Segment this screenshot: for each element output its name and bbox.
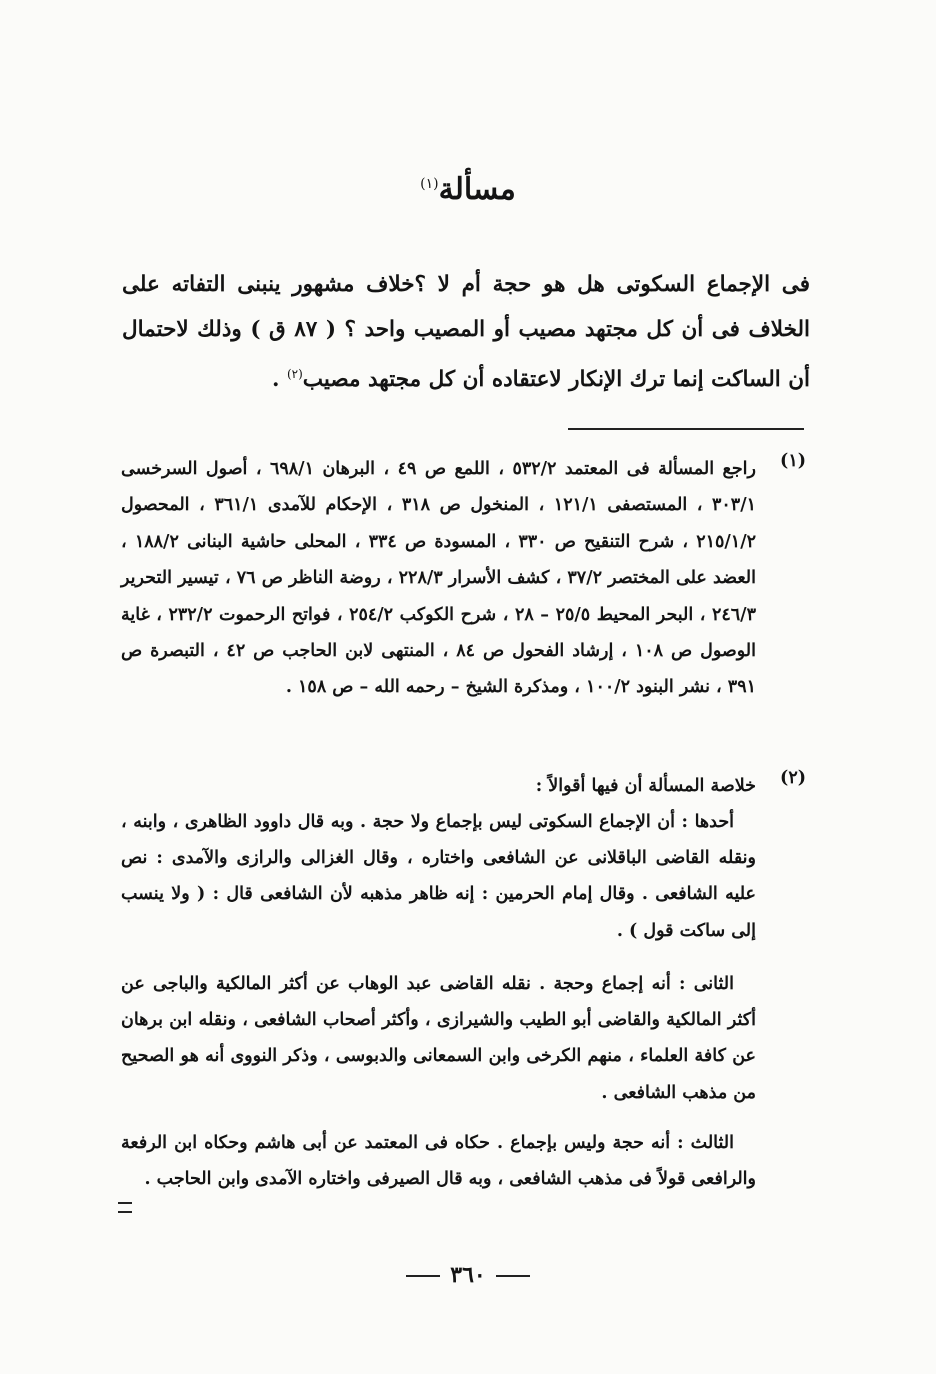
- footnote-1-number: (١): [780, 451, 806, 471]
- opinion-1-text: أحدها : أن الإجماع السكوتى ليس بإجماع ولا حجة . وبه قال داوود الظاهرى ، وابنه ، ونقله القاضى الباقلانى عن الشافعى واختاره ، وقال الغزالى والرازى والآمدى : نص عليه الشافعى . وقال إمام الحرمين : إنه ظاهر مذهبه لأن الشافعى قال : ( ولا ينسب إلى ساكت قول ) .: [121, 812, 756, 941]
- title-text: مسألة: [438, 172, 516, 207]
- page-number: [0, 1262, 936, 1288]
- footnote-2-opinion-3: [121, 1125, 756, 1197]
- section-title: [0, 172, 936, 207]
- footnote-1-text: راجع المسألة فى المعتمد ٥٣٢/٢ ، اللمع ص ٤٩ ، البرهان ٦٩٨/١ ، أصول السرخسى ٣٠٣/١ ، المستصفى ١٢١/١ ، المنخول ص ٣١٨ ، الإحكام للآمدى ٣٦١/١ ، المحصول ٢١٥/١/٢ ، شرح التنقيح ص ٣٣٠ ، المسودة ص ٣٣٤ ، المحلى حاشية البنانى ١٨٨/٢ ، العضد على المختصر ٣٧/٢ ، كشف الأسرار ٢٢٨/٣ ، روضة الناظر ص ٧٦ ، تيسير التحرير ٢٤٦/٣ ، البحر المحيط ٢٥/٥ – ٢٨ ، شرح الكوكب ٢٥٤/٢ ، فواتح الرحموت ٢٣٢/٢ ، غاية الوصول ص ١٠٨ ، إرشاد الفحول ص ٨٤ ، المنتهى لابن الحاجب ص ٤٢ ، التبصرة ص ٣٩١ ، نشر البنود ١٠٠/٢ ، ومذكرة الشيخ – رحمه الله – ص ١٥٨ .: [121, 459, 756, 698]
- continuation-mark: [118, 1202, 132, 1213]
- footnote-2-number: (٢): [780, 768, 806, 788]
- footnote-separator: [568, 428, 804, 430]
- main-paragraph-end: .: [271, 367, 287, 393]
- footnote-2-opinion-2: [121, 966, 756, 1111]
- footnote-2-opinion-1: [121, 804, 756, 949]
- footnote-2-text: خلاصة المسألة أن فيها أقوالاً :: [535, 776, 756, 796]
- opinion-3-text: الثالث : أنه حجة وليس بإجماع . حكاه فى المعتمد عن أبى هاشم وحكاه ابن الرفعة والرافعى قولاً فى مذهب الشافعى ، وبه قال الصيرفى واختاره الآمدى وابن الحاجب .: [121, 1133, 756, 1190]
- title-footnote-ref: (١): [420, 176, 439, 192]
- page-number-text: ٣٦٠: [450, 1262, 486, 1288]
- main-paragraph-text: فى الإجماع السكوتى هل هو حجة أم لا ؟خلاف مشهور ينبنى التفاته على الخلاف فى أن كل مجتهد مصيب أو المصيب واحد ؟ ( ٨٧ ق ) وذلك لاحتمال أن الساكت إنما ترك الإنكار لاعتقاده أن كل مجتهد مصيب: [122, 272, 810, 393]
- opinion-2-text: الثانى : أنه إجماع وحجة . نقله القاضى عبد الوهاب عن أكثر المالكية والباجى عن أكثر المالكية والقاضى أبو الطيب والشيرازى ، وأكثر أصحاب الشافعى ، ونقله ابن برهان عن كافة العلماء ، منهم الكرخى وابن السمعانى والدبوسى ، وذكر النووى أنه هو الصحيح من مذهب الشافعى .: [121, 974, 756, 1103]
- main-paragraph: [122, 262, 810, 402]
- body-footnote-ref: (٢): [286, 367, 303, 381]
